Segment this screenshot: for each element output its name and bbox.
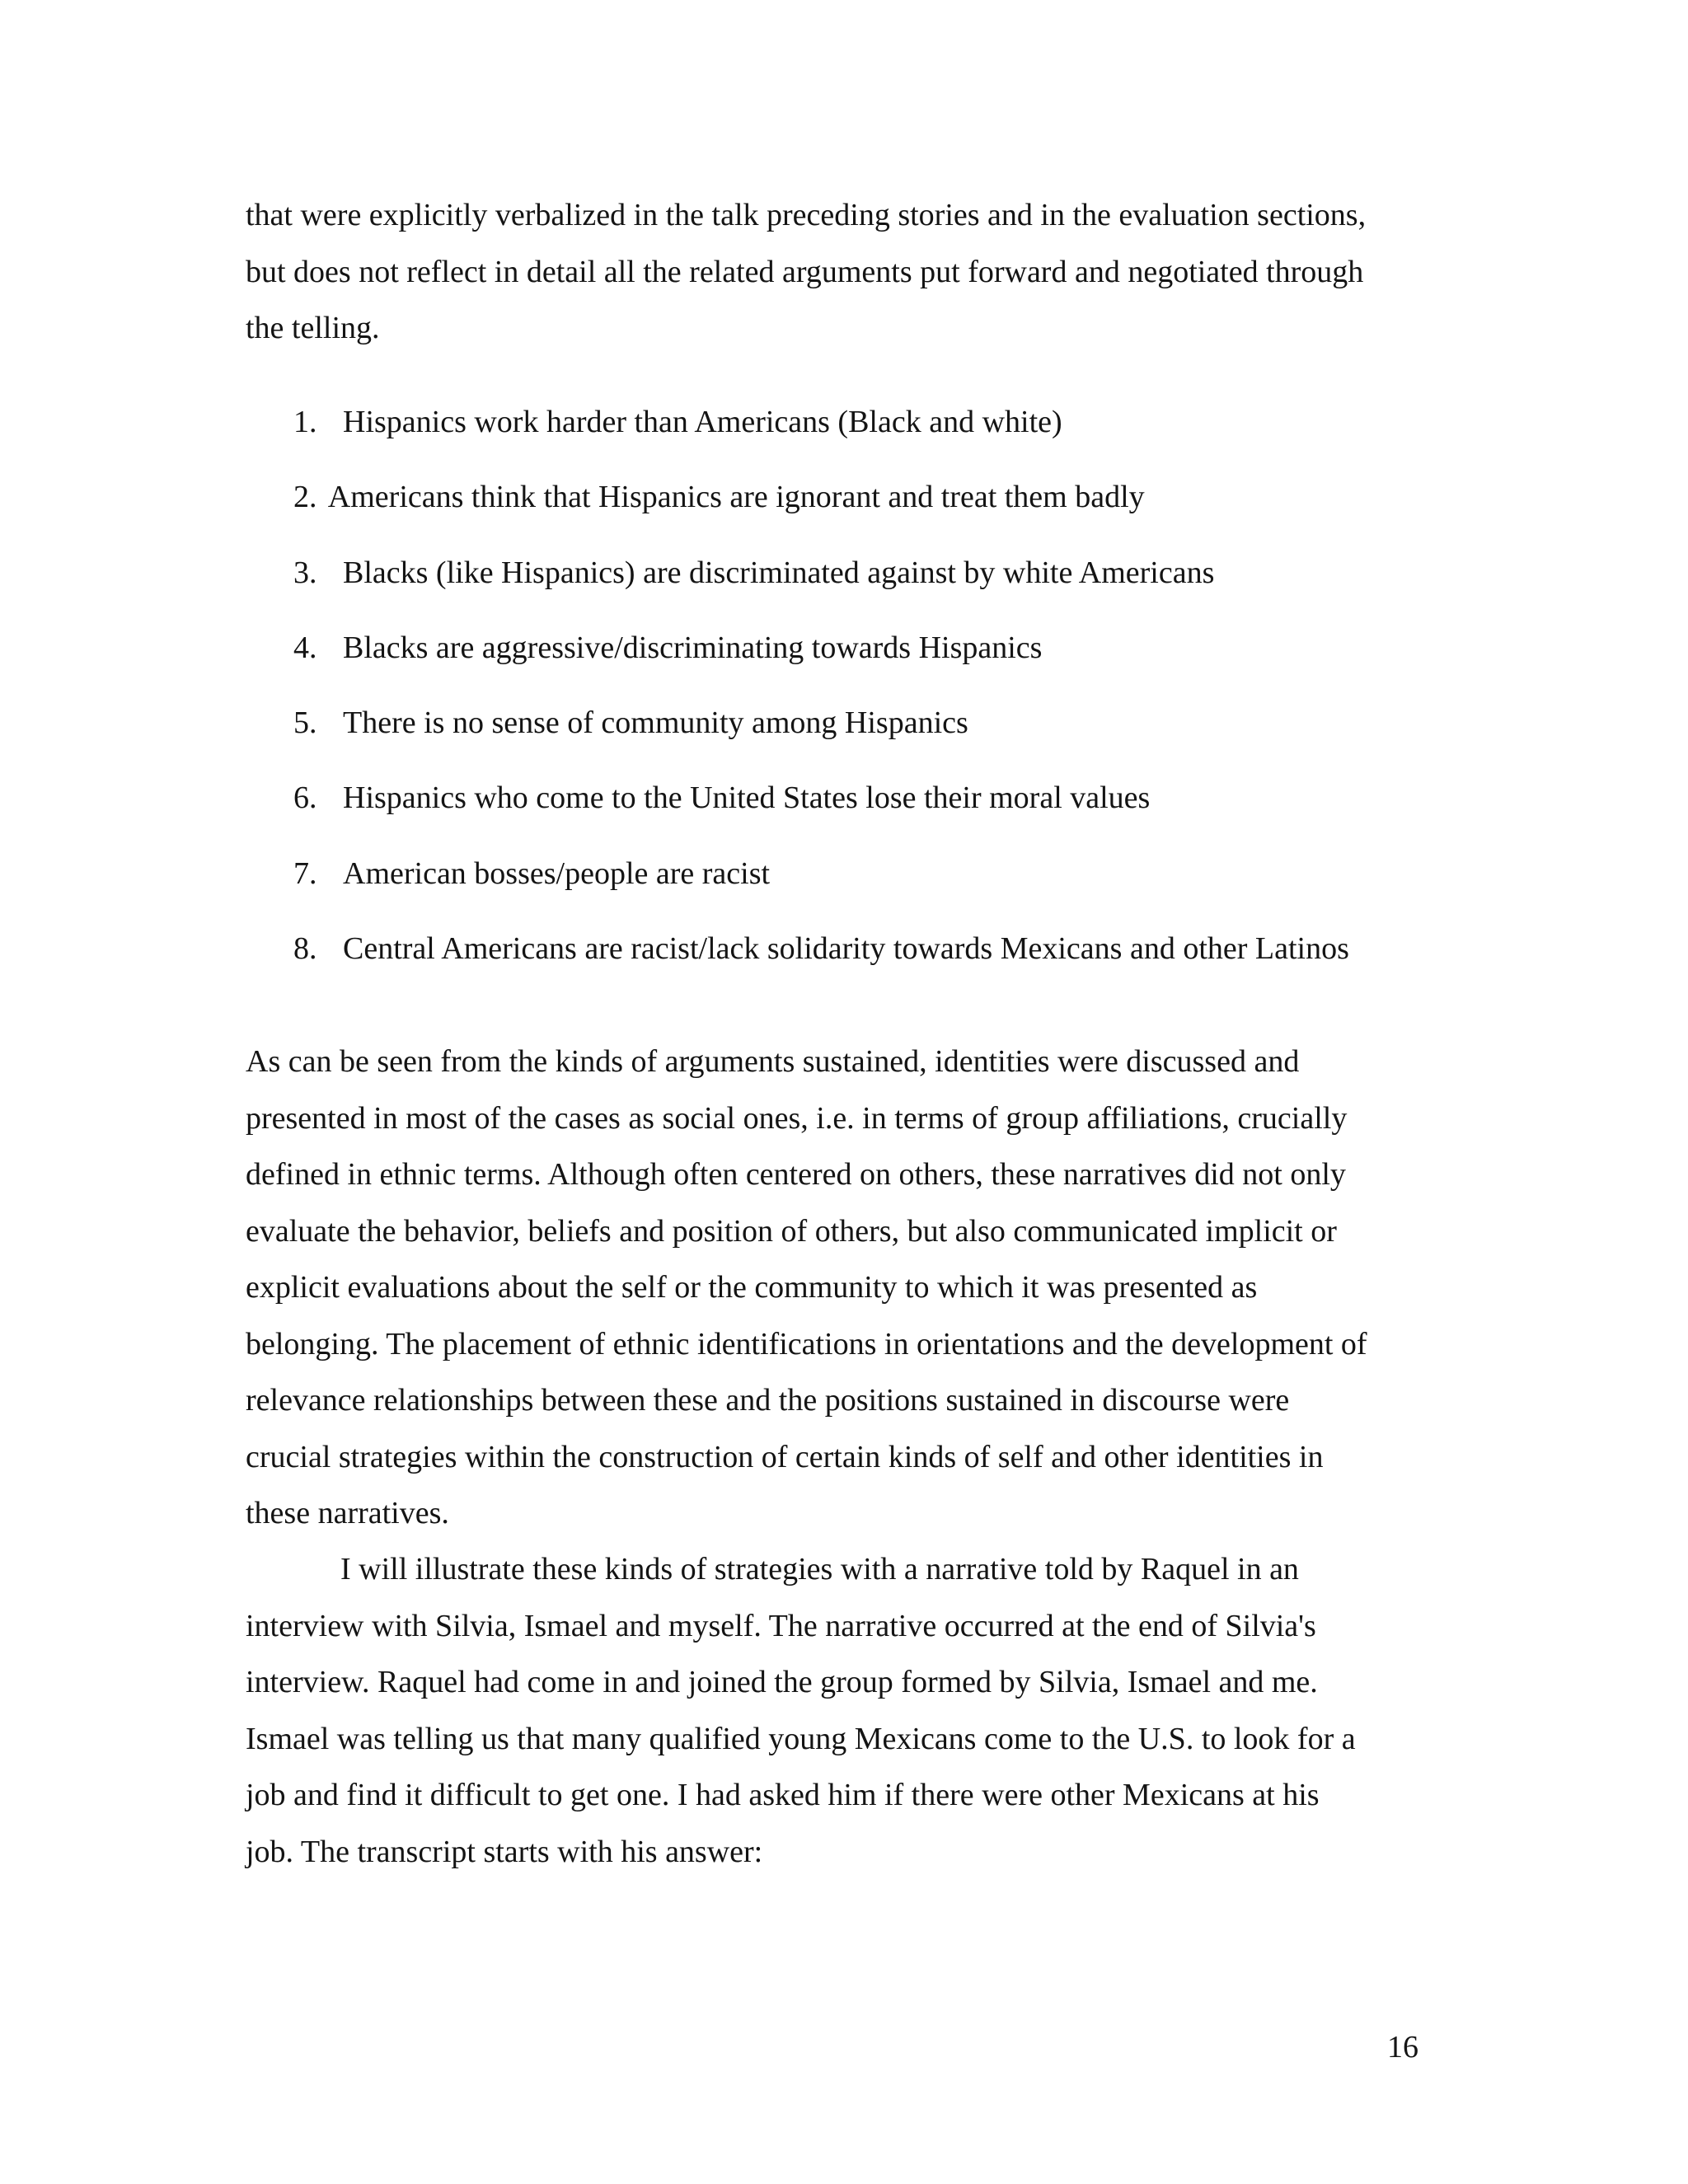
paragraph-line: Ismael was telling us that many qualified young Mexicans come to the U.S. to look for a [246,1721,1356,1756]
list-item-text: Hispanics who come to the United States lose their moral values [343,780,1151,816]
paragraph-line: belonging. The placement of ethnic identifications in orientations and the development of [246,1326,1367,1361]
paragraph-line: As can be seen from the kinds of arguments sustained, identities were discussed and [246,1044,1300,1079]
list-item-number: 8. [293,931,317,967]
list-item [293,545,1349,620]
list-item-text: Blacks (like Hispanics) are discriminated against by white Americans [343,555,1215,590]
list-item-text: Americans think that Hispanics are ignorant and treat them badly [327,480,1145,515]
list-item-number: 6. [293,780,317,816]
list-item-number: 1. [293,405,317,439]
intro-line: that were explicitly verbalized in the talk preceding stories and in the evaluation sections, [246,198,1367,232]
paragraph-line: explicit evaluations about the self or the community to which it was presented as [246,1270,1258,1305]
list-item-number: 2. [293,480,317,515]
intro-line: but does not reflect in detail all the related arguments put forward and negotiated through [246,254,1364,289]
list-item-text: Hispanics work harder than Americans (Black and white) [343,405,1062,439]
body-paragraph [246,1033,1449,1542]
list-item-text: There is no sense of community among Hispanics [343,705,968,741]
arguments-list [293,394,1349,996]
list-item-number: 3. [293,555,317,590]
paragraph-line: crucial strategies within the construction of certain kinds of self and other identities in [246,1439,1324,1474]
list-item [293,695,1349,770]
paragraph-line: defined in ethnic terms. Although often centered on others, these narratives did not only [246,1157,1346,1192]
intro-paragraph [246,187,1449,357]
body-paragraph [246,1541,1449,1880]
paragraph-line: interview. Raquel had come in and joined the group formed by Silvia, Ismael and me. [246,1665,1318,1699]
list-item-number: 7. [293,855,317,891]
list-item-text: Blacks are aggressive/discriminating towards Hispanics [343,630,1043,665]
paragraph-line: evaluate the behavior, beliefs and position of others, but also communicated implicit or [246,1213,1337,1249]
paragraph-line: interview with Silvia, Ismael and myself. The narrative occurred at the end of Silvia's [246,1608,1316,1643]
list-item [293,846,1349,921]
list-item [293,921,1349,996]
intro-line: the telling. [246,311,380,345]
list-item-text: American bosses/people are racist [343,855,771,891]
list-item [293,394,1349,469]
paragraph-line: job. The transcript starts with his answer: [246,1834,763,1869]
paragraph-line: relevance relationships between these and the positions sustained in discourse were [246,1383,1290,1418]
page-number: 16 [1387,2030,1418,2064]
list-item [293,770,1349,845]
list-item-number: 4. [293,630,317,665]
list-item [293,469,1349,544]
paragraph-line: presented in most of the cases as social ones, i.e. in terms of group affiliations, crucially [246,1100,1348,1136]
list-item-text: Central Americans are racist/lack solidarity towards Mexicans and other Latinos [343,931,1349,967]
paragraph-line: job and find it difficult to get one. I had asked him if there were other Mexicans at his [246,1778,1320,1812]
paragraph-line: I will illustrate these kinds of strategies with a narrative told by Raquel in an [340,1552,1299,1586]
paragraph-line: these narratives. [246,1496,449,1530]
list-item [293,620,1349,695]
list-item-number: 5. [293,705,317,741]
